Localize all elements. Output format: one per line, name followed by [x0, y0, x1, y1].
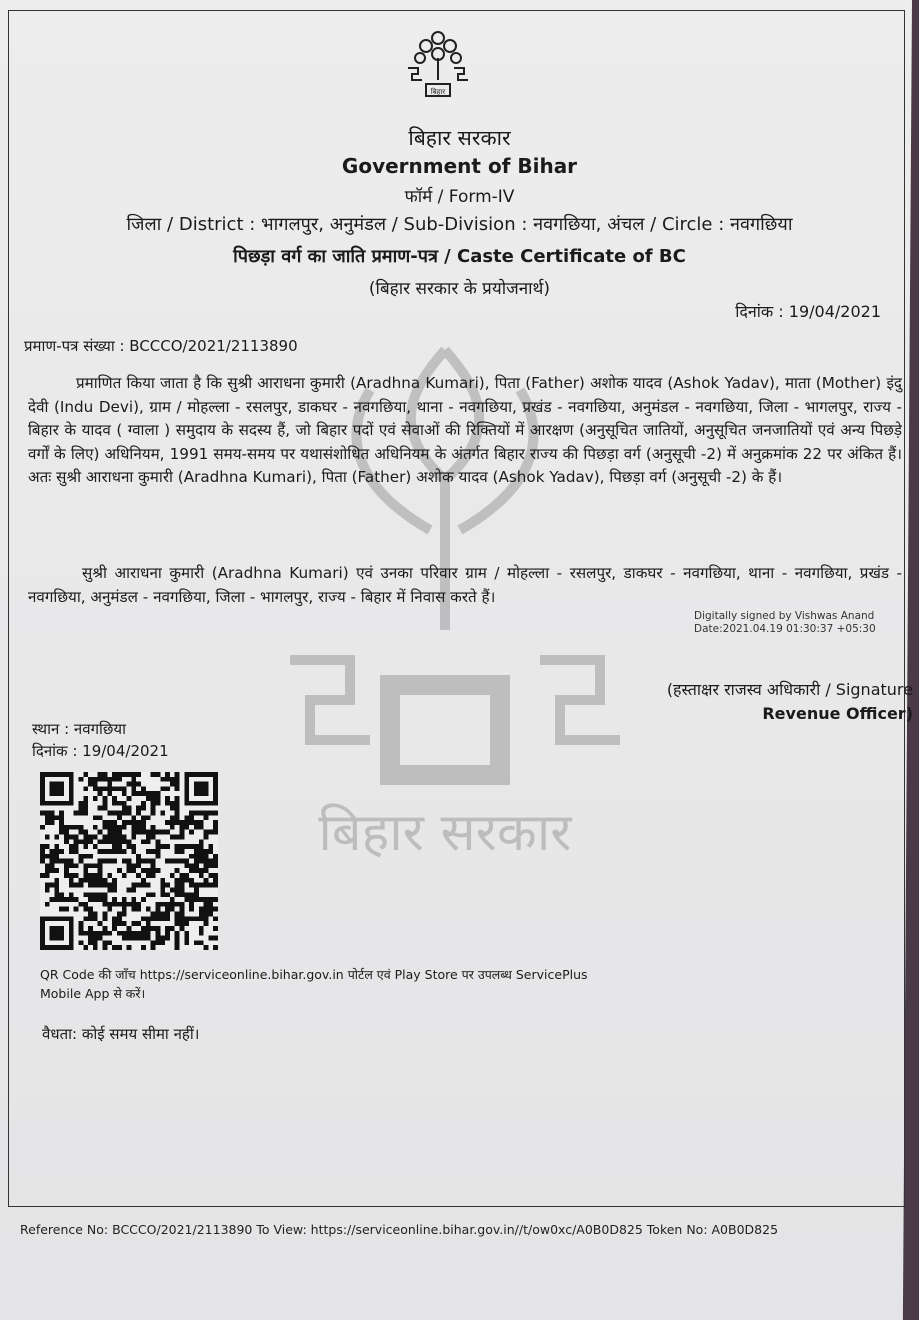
bihar-emblem-icon: [402, 28, 474, 102]
stamp-text: बिहार: [430, 88, 446, 96]
qr-verification-note: QR Code की जाँच https://serviceonline.bihar.gov.in पोर्टल एवं Play Store पर उपलब्ध ServicePlus Mobile App से करें।: [40, 967, 588, 1001]
watermark-text: बिहार सरकार: [318, 803, 572, 863]
signature-label-line1: (हस्ताक्षर राजस्व अधिकारी / Signature: [666, 680, 913, 699]
digital-signature-signer: Digitally signed by Vishwas Anand: [694, 610, 875, 622]
certificate-body-paragraph-2: सुश्री आराधना कुमारी (Aradhna Kumari) एवं उनका परिवार ग्राम / मोहल्ला - रसलपुर, डाकघर - नवगछिया, थाना - नवगछिया, प्रखंड - नवगछिया, अनुमंडल - नवगछिया, जिला - भागलपुर, राज्य - बिहार में निवास करते हैं।: [28, 564, 902, 606]
govt-english-title: Government of Bihar: [341, 154, 578, 178]
digital-signature-block: [694, 610, 876, 636]
district-line: जिला / District : भागलपुर, अनुमंडल / Sub-Division : नवगछिया, अंचल / Circle : नवगछिया: [126, 214, 793, 235]
signature-label-line2: Revenue Officer): [762, 704, 913, 723]
govt-hindi-title: बिहार सरकार: [408, 126, 511, 150]
digital-signature-date: Date:2021.04.19 01:30:37 +05:30: [694, 623, 876, 635]
place-date-block: [32, 718, 169, 762]
signature-block: [667, 678, 913, 726]
place: स्थान : नवगछिया: [32, 720, 127, 738]
certificate-type: पिछड़ा वर्ग का जाति प्रमाण-पत्र / Caste Certificate of BC: [233, 246, 686, 267]
reference-line: Reference No: BCCCO/2021/2113890 To View: https://serviceonline.bihar.gov.in//t/ow0xc/A0B0D825 Token No: A0B0D825: [20, 1222, 779, 1237]
certificate-number: प्रमाण-पत्र संख्या : BCCCO/2021/2113890: [24, 337, 298, 355]
qr-code-icon: [40, 768, 218, 954]
validity-note: वैधता: कोई समय सीमा नहीं।: [42, 1025, 200, 1043]
certificate-purpose: (बिहार सरकार के प्रयोजनार्थ): [368, 279, 551, 299]
certificate-body-paragraph-1: प्रमाणित किया जाता है कि सुश्री आराधना कुमारी (Aradhna Kumari), पिता (Father) अशोक यादव (Ashok Yadav), माता (Mother) इंदु देवी (Indu Devi), ग्राम / मोहल्ला - रसलपुर, डाकघर - नवगछिया, थाना - नवगछिया, प्रखंड - नवगछिया, अनुमंडल - नवगछिया, जिला - भागलपुर, राज्य - बिहार के यादव ( ग्वाला ) समुदाय के सदस्य हैं, जो बिहार पदों एवं सेवाओं की रिक्तियों में आरक्षण (अनुसूचित जातियों, अनुसूचित जनजातियों एवं अन्य पिछड़े वर्गों के लिए) अधिनियम, 1991 समय-समय पर यथासंशोधित अधिनियम के अंतर्गत बिहार राज्य की पिछड़ा वर्ग (अनुसूची -2) में अनुक्रमांक 22 पर अंकित हैं। अतः सुश्री आराधना कुमारी (Aradhna Kumari), पिता (Father) अशोक यादव (Ashok Yadav), पिछड़ा वर्ग (अनुसूची -2) के हैं।: [28, 374, 902, 486]
issue-date: दिनांक : 19/04/2021: [735, 302, 881, 321]
form-number: फॉर्म / Form-IV: [404, 187, 515, 207]
date-bottom: दिनांक : 19/04/2021: [32, 742, 169, 760]
